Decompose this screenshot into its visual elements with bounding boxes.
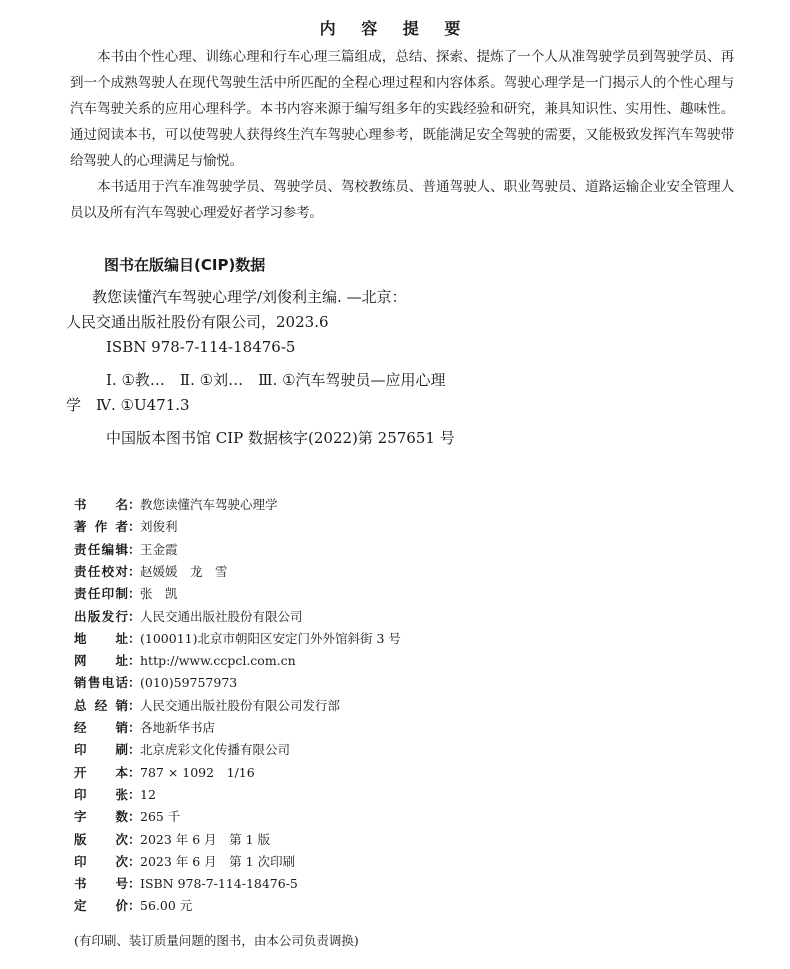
colophon-row <box>74 516 178 538</box>
colophon-label <box>74 650 140 672</box>
label-char: 印 <box>74 853 87 869</box>
colophon-label-text <box>74 672 128 694</box>
colophon-label-colon: ： <box>128 809 141 825</box>
label-char: 印 <box>101 586 115 602</box>
colophon-row <box>74 583 178 605</box>
label-char: 价 <box>115 898 128 914</box>
colophon-label-colon: ： <box>128 653 141 669</box>
label-char: 经 <box>74 720 87 735</box>
colophon-row <box>74 695 340 717</box>
colophon-value: 张 凯 <box>140 586 178 602</box>
cip-line: 人民交通出版社股份有限公司，2023.6 <box>66 313 329 331</box>
label-char: 销 <box>115 720 128 735</box>
colophon-row <box>74 717 215 739</box>
label-char: 销 <box>74 675 87 691</box>
colophon-label <box>74 806 140 828</box>
colophon-label-colon: ： <box>128 608 141 624</box>
colophon-label-text <box>74 762 128 784</box>
colophon-label <box>74 895 140 917</box>
colophon-label <box>74 829 140 851</box>
cip-line: 中国版本图书馆 CIP 数据核字(2022)第 257651 号 <box>106 429 455 447</box>
colophon-value: 各地新华书店 <box>140 720 216 735</box>
colophon-label-text <box>74 829 128 851</box>
cip-line: ISBN 978-7-114-18476-5 <box>106 338 296 356</box>
colophon-row <box>74 895 192 917</box>
colophon-label-text <box>74 516 128 538</box>
label-char: 任 <box>87 586 101 602</box>
colophon-row <box>74 829 270 851</box>
colophon-label-text <box>74 606 128 628</box>
quality-note: (有印刷、装订质量问题的图书，由本公司负责调换) <box>74 933 359 948</box>
colophon-row <box>74 762 255 784</box>
colophon-row <box>74 672 237 694</box>
colophon-label <box>74 695 140 717</box>
colophon-value: 2023 年 6 月 第 1 次印刷 <box>140 853 296 869</box>
colophon-value: 人民交通出版社股份有限公司发行部 <box>140 697 341 713</box>
colophon-label-colon: ： <box>128 786 141 802</box>
summary-body <box>70 44 734 226</box>
label-char: 责 <box>74 563 87 579</box>
colophon-label-colon: ： <box>128 675 141 691</box>
label-char: 著 <box>74 519 87 535</box>
colophon-row <box>74 739 290 761</box>
label-char: 责 <box>74 586 87 602</box>
colophon-label <box>74 561 140 583</box>
label-char: 版 <box>87 608 101 624</box>
colophon-row <box>74 628 401 650</box>
label-char: 数 <box>115 809 128 825</box>
cip-title: 图书在版编目(CIP)数据 <box>104 256 266 274</box>
colophon-row <box>74 784 156 806</box>
cip-line: 学 Ⅳ. ①U471.3 <box>66 396 190 414</box>
label-char: 址 <box>115 630 128 646</box>
colophon-label-colon: ： <box>128 519 141 535</box>
colophon-row <box>74 539 178 561</box>
label-char: 行 <box>115 608 128 624</box>
label-char: 印 <box>74 786 87 802</box>
colophon-label-colon: ： <box>128 853 141 869</box>
colophon-value: (010)59757973 <box>140 675 238 691</box>
colophon-label-colon: ： <box>128 742 141 758</box>
colophon-label-text <box>74 739 128 761</box>
label-char: 电 <box>101 675 115 691</box>
label-char: 经 <box>94 697 108 713</box>
label-char: 对 <box>115 563 128 579</box>
colophon-label <box>74 717 140 739</box>
colophon-value: 教您读懂汽车驾驶心理学 <box>140 497 278 512</box>
colophon-label-text <box>74 539 128 561</box>
colophon-label-text <box>74 650 128 672</box>
label-char: 任 <box>87 541 101 557</box>
colophon-label <box>74 539 140 561</box>
label-char: 者 <box>115 519 128 535</box>
label-char: 次 <box>115 853 128 869</box>
label-char: 张 <box>115 786 128 802</box>
colophon-label <box>74 494 140 516</box>
label-char: 话 <box>115 675 128 691</box>
label-char: 地 <box>74 630 87 646</box>
colophon-label-colon: ： <box>128 876 141 892</box>
colophon-label-text <box>74 561 128 583</box>
colophon-label-text <box>74 784 128 806</box>
colophon-label-text <box>74 873 128 895</box>
label-char: 号 <box>115 876 128 892</box>
colophon-label-colon: ： <box>128 831 141 847</box>
colophon-value: 刘俊利 <box>140 519 178 535</box>
colophon-value: 2023 年 6 月 第 1 版 <box>140 831 271 847</box>
colophon-value: 12 <box>140 786 156 802</box>
colophon-label-colon: ： <box>128 764 141 780</box>
colophon-label <box>74 873 140 895</box>
label-char: 校 <box>101 563 115 579</box>
label-char: 定 <box>74 898 87 914</box>
colophon-label <box>74 606 140 628</box>
colophon-label <box>74 583 140 605</box>
label-char: 售 <box>87 675 101 691</box>
colophon-label-colon: ： <box>128 630 141 646</box>
colophon-row <box>74 851 295 873</box>
label-char: 责 <box>74 541 87 557</box>
summary-paragraph: 本书由个性心理、训练心理和行车心理三篇组成，总结、探索、提炼了一个人从准驾驶学员到驾驶学员、再到一个成熟驾驶人在现代驾驶生活中所匹配的全程心理过程和内容体系。驾驶心理学是一门揭示人的个性心理与汽车驾驶关系的应用心理科学。本书内容来源于编写组多年的实践经验和研究，兼具知识性、实用性、趣味性。通过阅读本书，可以使驾驶人获得终生汽车驾驶心理参考，既能满足安全驾驶的需要，又能极致发挥汽车驾驶带给驾驶人的心理满足与愉悦。 <box>70 49 734 169</box>
label-char: 出 <box>74 608 87 624</box>
colophon-label-colon: ： <box>128 898 141 914</box>
colophon-value: 赵媛媛 龙 雪 <box>140 563 228 579</box>
colophon-value: 人民交通出版社股份有限公司 <box>140 608 303 624</box>
label-char: 本 <box>115 764 128 780</box>
label-char: 址 <box>115 653 128 669</box>
cip-line: Ⅰ. ①教… Ⅱ. ①刘… Ⅲ. ①汽车驾驶员—应用心理 <box>106 371 446 389</box>
colophon-value: 王金霞 <box>140 541 178 557</box>
colophon-label-colon: ： <box>128 586 141 602</box>
colophon-label-text <box>74 895 128 917</box>
colophon-value: 265 千 <box>140 809 181 825</box>
colophon-label-text <box>74 851 128 873</box>
colophon-label <box>74 628 140 650</box>
colophon-label-colon: ： <box>128 497 141 512</box>
colophon-value: (100011)北京市朝阳区安定门外外馆斜街 3 号 <box>140 630 401 646</box>
label-char: 开 <box>74 764 87 780</box>
label-char: 书 <box>74 876 87 892</box>
label-char: 名 <box>115 497 128 512</box>
summary-paragraph: 本书适用于汽车准驾驶学员、驾驶学员、驾校教练员、普通驾驶人、职业驾驶员、道路运输企业安全管理人员以及所有汽车驾驶心理爱好者学习参考。 <box>70 179 734 221</box>
label-char: 任 <box>87 563 101 579</box>
colophon-value: 787 × 1092 1/16 <box>140 764 255 780</box>
colophon-row <box>74 606 303 628</box>
label-char: 印 <box>74 742 87 758</box>
label-char: 字 <box>74 809 87 825</box>
colophon-label <box>74 739 140 761</box>
colophon-label <box>74 851 140 873</box>
label-char: 制 <box>115 586 128 602</box>
colophon-label <box>74 672 140 694</box>
colophon-row <box>74 650 296 672</box>
colophon-row <box>74 494 278 516</box>
label-char: 编 <box>101 541 115 557</box>
label-char: 版 <box>74 831 87 847</box>
colophon-label-text <box>74 806 128 828</box>
colophon-label-text <box>74 494 128 516</box>
colophon-row <box>74 561 228 583</box>
colophon-value: 北京虎彩文化传播有限公司 <box>140 742 291 758</box>
label-char: 发 <box>101 608 115 624</box>
colophon-label <box>74 516 140 538</box>
label-char: 网 <box>74 653 87 669</box>
colophon-label-colon: ： <box>128 563 141 579</box>
label-char: 作 <box>94 519 108 535</box>
colophon-label <box>74 762 140 784</box>
colophon-label-text <box>74 628 128 650</box>
colophon-label-text <box>74 695 128 717</box>
colophon-label-text <box>74 717 128 739</box>
label-char: 辑 <box>115 541 128 557</box>
label-char: 总 <box>74 697 87 713</box>
label-char: 刷 <box>115 742 128 758</box>
colophon-label-colon: ： <box>128 697 141 713</box>
label-char: 次 <box>115 831 128 847</box>
cip-line: 教您读懂汽车驾驶心理学/刘俊利主编. —北京： <box>92 288 407 306</box>
colophon-label <box>74 784 140 806</box>
colophon-row <box>74 806 180 828</box>
colophon-label-colon: ： <box>128 541 141 557</box>
colophon-value: 56.00 元 <box>140 898 193 914</box>
colophon-label-text <box>74 583 128 605</box>
summary-title: 内 容 提 要 <box>319 19 471 38</box>
colophon-row <box>74 873 298 895</box>
colophon-value: http://www.ccpcl.com.cn <box>140 653 296 669</box>
label-char: 书 <box>74 497 87 512</box>
colophon-value: ISBN 978-7-114-18476-5 <box>140 876 298 892</box>
label-char: 销 <box>115 697 128 713</box>
colophon-label-colon: ： <box>128 720 141 735</box>
